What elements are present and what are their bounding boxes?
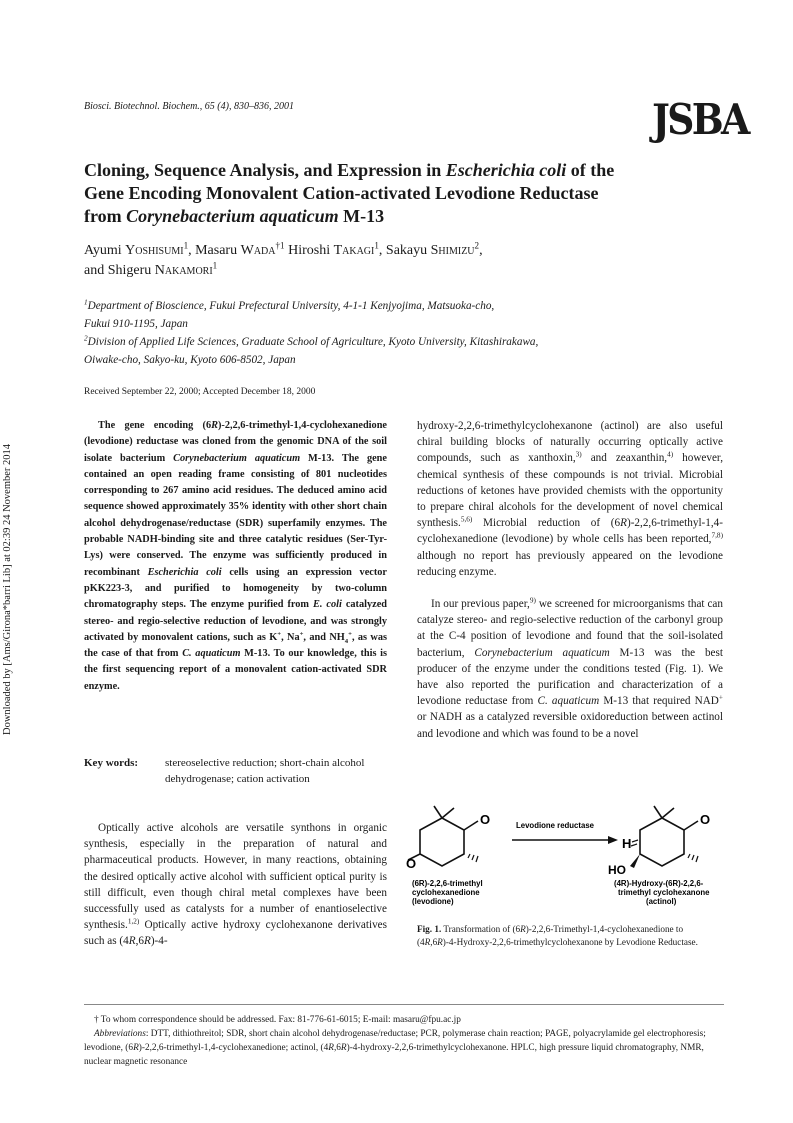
author-list: Ayumi Yoshisumi$^1$, Masaru Wada$^{\dagger 1}$ Hiroshi Takagi$^1$, Sakayu Shimizu$^2$, and Shigeru Nakamori$^1$ — [84, 240, 483, 278]
methyl-bond-1 — [434, 806, 442, 818]
journal-citation: Biosci. Biotechnol. Biochem., 65 (4), 830–836, 2001 — [84, 101, 294, 112]
levodione-ring — [420, 818, 464, 866]
keywords-label: Key words: — [84, 757, 139, 769]
levodione-label-3: (levodione) — [412, 897, 454, 906]
introduction-right-p2: In our previous paper,$^{9)}$ we screened for microorganisms that can catalyze stereo- and regio-selective reduction of the carbonyl group at the C-4 position of levodione and found that the soil-isolated bacterium, Corynebacterium aquaticum M-13 was the best producer of the enzyme under the conditions tested (Fig. 1). We have also reported the purification and characterization of a levodione reductase from C. aquaticum M-13 that required NAD+ or NADH as a catalyzed reversible oxidoreduction between actinol and levodione and which was found to be a novel — [417, 596, 723, 740]
actinol-label-2: trimethyl cyclohexanone — [618, 888, 710, 897]
footnotes — [84, 1013, 724, 1069]
actinol-label-1: (4R)-Hydroxy-(6R)-2,2,6- — [614, 879, 704, 888]
actinol-methyl-bond-2 — [662, 808, 674, 818]
keywords-text: stereoselective reduction; short-chain alcohol dehydrogenase; cation activation — [165, 757, 365, 786]
hash-bond-left — [468, 854, 470, 858]
actinol-methyl-bond-1 — [654, 806, 662, 818]
download-watermark — [0, 380, 22, 740]
hash-bond-h — [631, 844, 637, 846]
atom-h: H — [622, 836, 632, 851]
footnote-divider — [84, 1004, 724, 1005]
atom-ho: HO — [608, 863, 626, 877]
abstract: The gene encoding (6R)-2,2,6-trimethyl-1,4-cyclohexanedione (levodione) reductase was cloned from the genomic DNA of the soil isolate bacterium Corynebacterium aquaticum M-13. The gene contained an open reading frame consisting of 801 nucleotides corresponding to 267 amino acid residues. The deduced amino acid sequence showed approximately 35% identity with other short chain alcohol dehydrogenase/reductase (SDR) superfamily enzymes. The probable NADH-binding site and three catalytic residues (Ser-Tyr-Lys) were conserved. The enzyme was sufficiently produced in recombinant Escherichia coli cells using an expression vector pKK223-3, and purified to homogeneity by two-column chromatography steps. The enzyme purified from E. coli catalyzed stereo- and regio-selective reduction of levodione, and was strongly activated by monovalent cations, such as K+, Na+, and $NH_4^+$, as was the case of that from C. aquaticum M-13. To our knowledge, this is the first sequencing report of a monovalent cation-activated SDR enzyme. — [84, 420, 388, 692]
article-title: Cloning, Sequence Analysis, and Expression in Escherichia coli of the Gene Encoding Monovalent Cation-activated Levodione Reductase from Corynebacterium aquaticum M-13 — [84, 160, 615, 226]
jsba-logo: JSBA — [652, 95, 748, 144]
atom-o-bottom: O — [406, 856, 417, 871]
actinol-label-3: (actinol) — [646, 897, 677, 906]
affiliations: $^1$Department of Bioscience, Fukui Prefectural University, 4-1-1 Kenjyojima, Matsuoka-cho, Fukui 910-1195, Japan $^2$Division of Applied Life Sciences, Graduate School of Agriculture, Kyoto University, Kitashirakawa, Oiwake-cho, Sakyo-ku, Kyoto 606-8502, Japan — [84, 298, 539, 366]
hash-bond-left — [476, 856, 478, 862]
hash-bond-h — [632, 840, 638, 842]
hash-bond-left — [472, 855, 474, 860]
methyl-bond-2 — [442, 808, 454, 818]
atom-o-left: O — [480, 812, 491, 827]
abbreviations-footnote: Abbreviations: DTT, dithiothreitol; SDR, short chain alcohol dehydrogenase/reductase; PCR, polymerase chain reaction; PAGE, polyacrylamide gel electrophoresis; levodione, (6R)-2,2,6-trimethyl-1,4-cyclohexanedione; actinol, (4R,6R)-4-hydroxy-2,2,6-trimethylcyclohexanone. HPLC, high pressure liquid chromatography, NMR, nuclear magnetic resonance — [84, 1029, 706, 1067]
enzyme-label: Levodione reductase — [516, 821, 594, 830]
introduction-left: Optically active alcohols are versatile synthons in organic synthesis, especially in the preparation of natural and pharmaceutical products. However, in many reactions, obtaining the desired optically active alcohol with sufficient optical purity is still difficult, even though chiral metal complexes have been successfully used as catalysts for a number of enantioselective synthesis.$^{1,2)}$ Optically active hydroxy cyclohexanone derivatives such as (4R,6R)-4- — [84, 822, 387, 948]
hash-bond-right — [692, 855, 694, 860]
correspondence-footnote: † To whom correspondence should be addressed. Fax: 81-776-61-6015; E-mail: masaru@fpu.ac.jp — [94, 1015, 461, 1025]
carbonyl-bond-left — [464, 821, 478, 830]
hash-bond-right — [688, 854, 690, 858]
levodione-label-2: cyclohexanedione — [412, 888, 480, 897]
levodione-label-1: (6R)-2,2,6-trimethyl — [412, 879, 483, 888]
reaction-arrow-head — [608, 836, 618, 844]
introduction-right-p1: hydroxy-2,2,6-trimethylcyclohexanone (actinol) are also useful chiral building blocks of naturally occurring optically active compounds, such as xanthoxin,$^{3)}$ and zeaxanthin,$^{4)}$ however, chemical synthesis of these compounds is not trivial. Microbial reductions of ketones have provided chemists with the opportunity to prepare chiral alcohols for the development of novel chemical synthesis.$^{5,6)}$ Microbial reduction of (6R)-2,2,6-trimethyl-1,4-cyclohexanedione (levodione) by whole cells has been reported,$^{7,8)}$ although no report has previously appeared on the levodione reducing enzyme. — [417, 420, 723, 578]
actinol-ring — [640, 818, 684, 866]
actinol-carbonyl-bond — [684, 821, 698, 830]
received-dates: Received September 22, 2000; Accepted December 18, 2000 — [84, 387, 316, 397]
download-note: Downloaded by [Ams/Girona*barri Lib] at 02:39 24 November 2014 — [2, 443, 13, 735]
reaction-scheme-svg — [406, 808, 730, 918]
atom-o-right: O — [700, 812, 711, 827]
hash-bond-right — [696, 856, 698, 862]
figure-1-caption: Fig. 1. Transformation of (6R)-2,2,6-Trimethyl-1,4-cyclohexanedione to (4R,6R)-4-Hydroxy-2,2,6-trimethylcyclohexanone by Levodione Reductase. — [417, 924, 698, 947]
figure-1-scheme — [406, 808, 730, 918]
wedge-bond-oh — [630, 854, 640, 868]
